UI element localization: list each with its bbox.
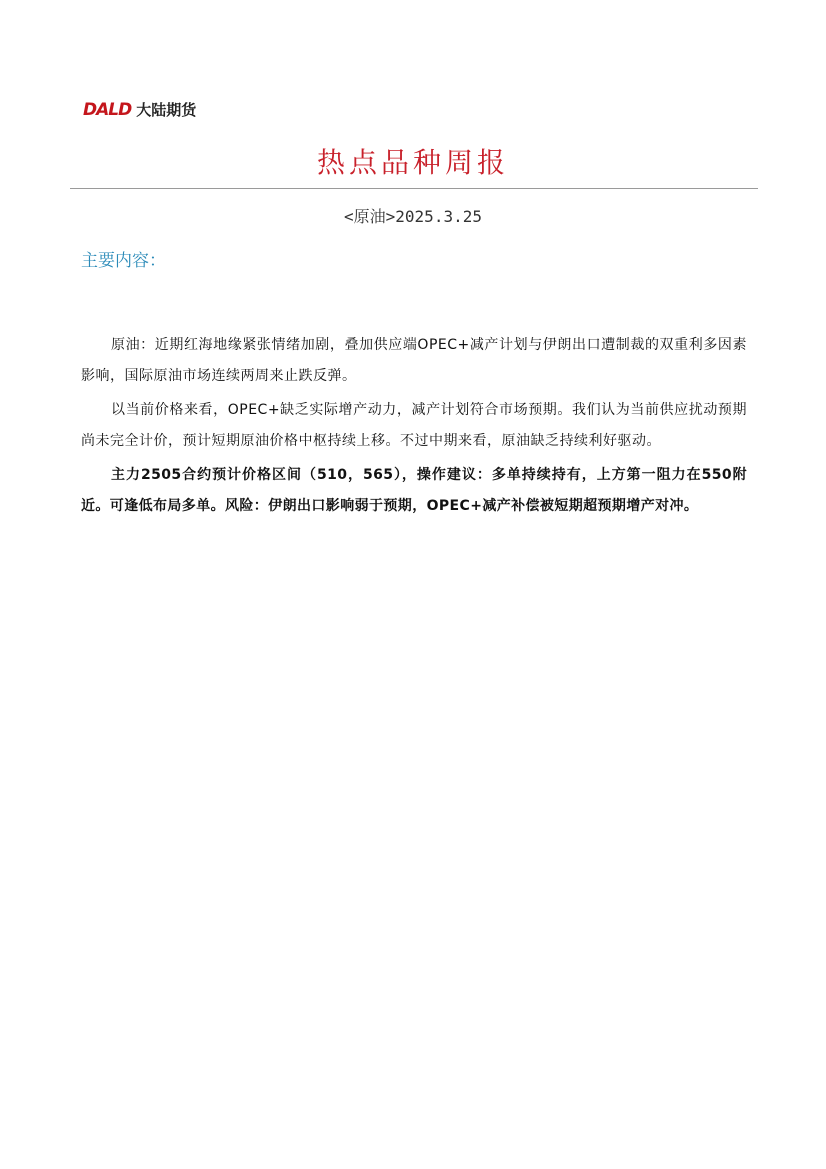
report-subtitle: <原油>2025.3.25 (344, 207, 482, 226)
title-divider (70, 188, 758, 189)
section-heading: 主要内容： (81, 251, 166, 271)
report-body (81, 330, 747, 525)
logo-mark: DALD (83, 100, 132, 120)
paragraph-recommendation: 主力2505合约预计价格区间（510，565），操作建议：多单持续持有，上方第一阻力在550附近。可逢低布局多单。风险：伊朗出口影响弱于预期，OPEC+减产补偿被短期超预期增产对冲。 (81, 467, 747, 514)
paragraph-summary: 原油：近期红海地缘紧张情绪加剧，叠加供应端OPEC+减产计划与伊朗出口遭制裁的双重利多因素影响，国际原油市场连续两周来止跌反弹。 (81, 337, 747, 384)
logo-text: 大陆期货 (136, 101, 197, 119)
company-logo (83, 100, 196, 120)
paragraph-analysis: 以当前价格来看，OPEC+缺乏实际增产动力，减产计划符合市场预期。我们认为当前供应扰动预期尚未完全计价，预计短期原油价格中枢持续上移。不过中期来看，原油缺乏持续利好驱动。 (81, 402, 747, 449)
report-title: 热点品种周报 (316, 146, 509, 179)
